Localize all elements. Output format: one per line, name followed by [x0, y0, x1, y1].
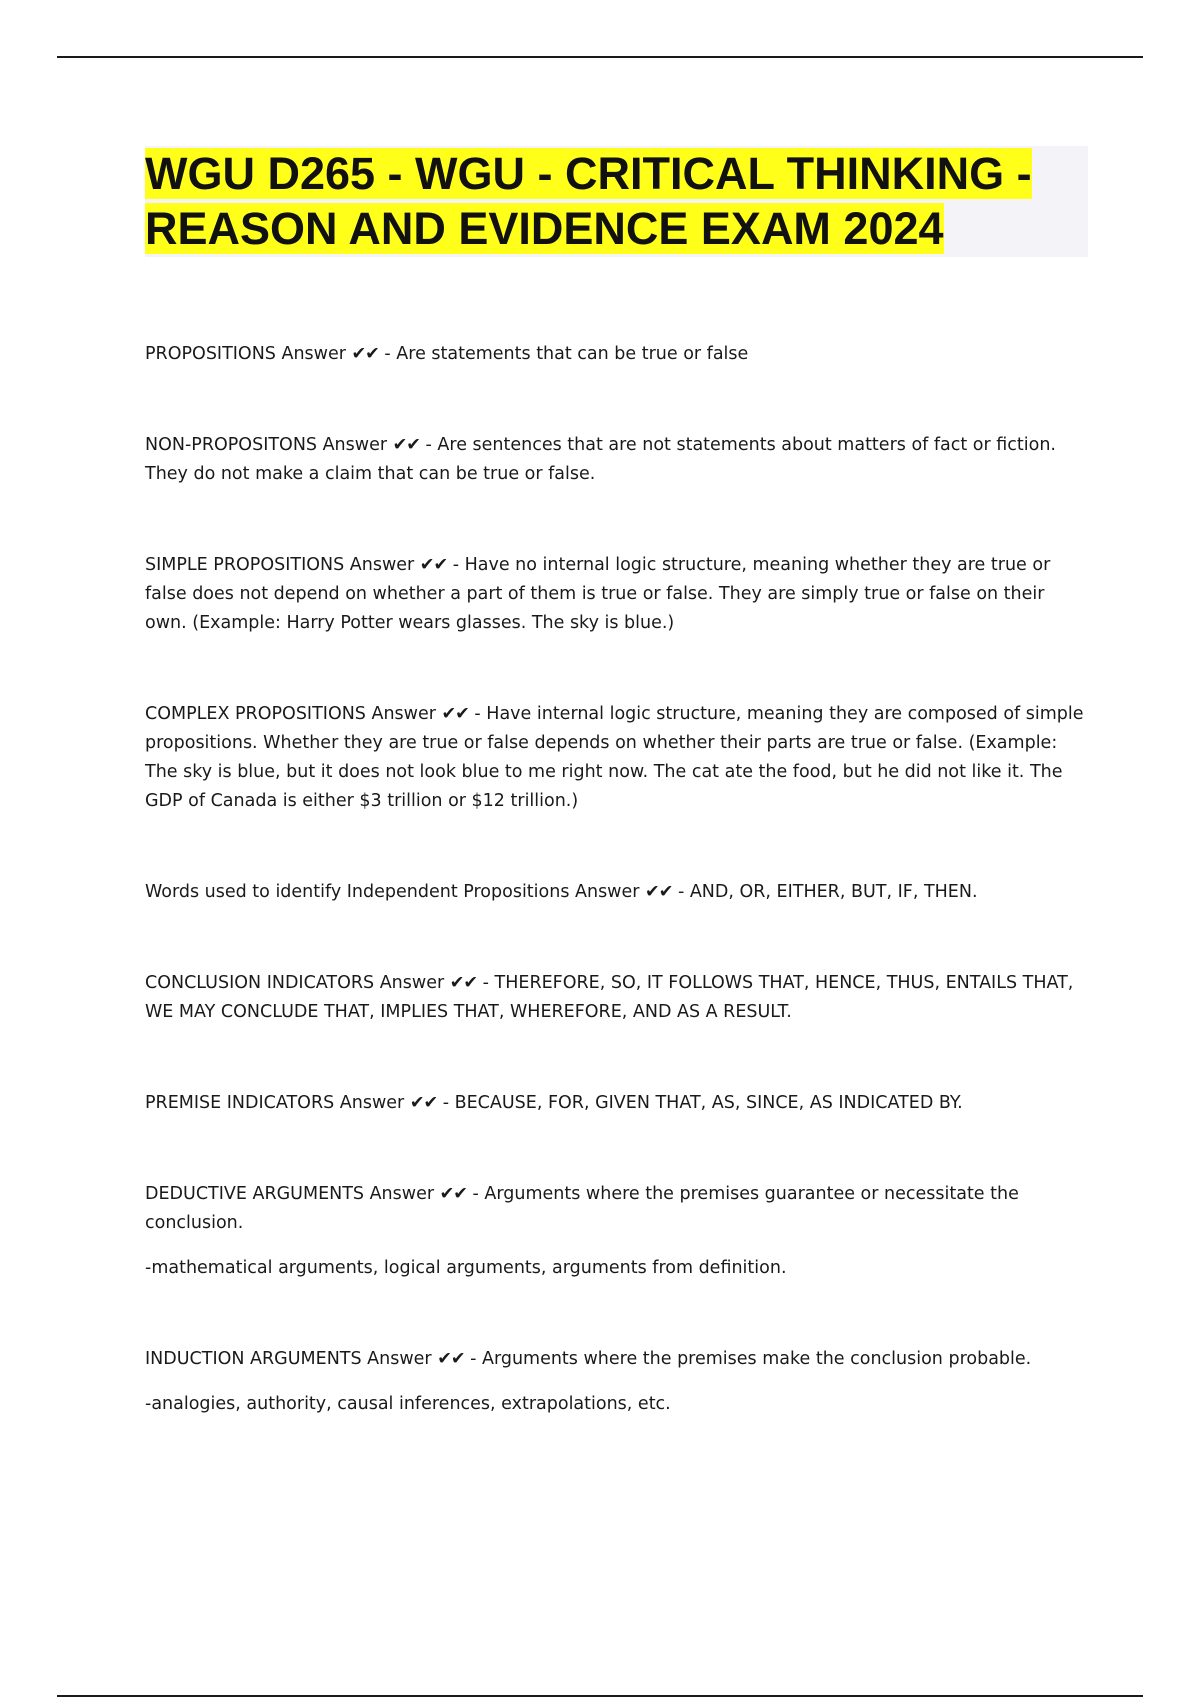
qa-term: Words used to identify Independent Propositions Answer	[145, 882, 640, 902]
qa-item-conclusion-indicators	[145, 969, 1090, 1027]
qa-item-induction-arguments	[145, 1345, 1090, 1374]
qa-term: COMPLEX PROPOSITIONS Answer	[145, 704, 436, 724]
qa-item-non-propositions	[145, 431, 1090, 489]
qa-extra-deductive-examples: -mathematical arguments, logical arguments, arguments from definition.	[145, 1258, 787, 1278]
qa-definition: - Are sentences that are not statements about matters of fact or fiction. They do not make a claim that can be true or false.	[145, 435, 1056, 484]
qa-item-premise-indicators	[145, 1089, 1090, 1118]
qa-definition: - Have internal logic structure, meaning they are composed of simple propositions. Whether they are true or false depends on whether their parts are true or false. (Example: The sky is blue, but it does not look blue to me right now. The cat ate the food, but he did not like it. The GDP of Canada is either $3 trillion or $12 trillion.)	[145, 704, 1084, 811]
double-check-icon: ✔✔	[392, 435, 420, 455]
qa-item-simple-propositions	[145, 551, 1090, 638]
qa-term: DEDUCTIVE ARGUMENTS Answer	[145, 1184, 435, 1204]
qa-item-independent-propositions-words	[145, 878, 1090, 907]
double-check-icon: ✔✔	[419, 555, 448, 575]
double-check-icon: ✔✔	[351, 344, 379, 364]
qa-definition: - AND, OR, EITHER, BUT, IF, THEN.	[677, 882, 978, 902]
qa-item-propositions	[145, 340, 1090, 369]
qa-term: INDUCTION ARGUMENTS Answer	[145, 1349, 432, 1369]
qa-definition: - Have no internal logic structure, meaning whether they are true or false does not depend on whether a part of them is true or false. They are simply true or false on their own. (Example: Harry Potter wears glasses. The sky is blue.)	[145, 555, 1051, 633]
document-title	[145, 146, 1075, 256]
qa-definition: - Arguments where the premises guarantee or necessitate the conclusion.	[145, 1184, 1019, 1233]
qa-item-deductive-arguments	[145, 1180, 1090, 1238]
bottom-rule	[57, 1695, 1143, 1697]
qa-definition: - Are statements that can be true or false	[384, 344, 749, 364]
double-check-icon: ✔✔	[439, 1184, 467, 1204]
qa-definition: - Arguments where the premises make the conclusion probable.	[470, 1349, 1032, 1369]
qa-list	[145, 340, 1090, 1419]
qa-term: PROPOSITIONS Answer	[145, 344, 346, 364]
double-check-icon: ✔✔	[441, 704, 469, 724]
double-check-icon: ✔✔	[409, 1093, 438, 1113]
qa-item-complex-propositions	[145, 700, 1090, 816]
qa-definition: - THEREFORE, SO, IT FOLLOWS THAT, HENCE, THUS, ENTAILS THAT, WE MAY CONCLUDE THAT, IMPLIES THAT, WHEREFORE, AND AS A RESULT.	[145, 973, 1074, 1022]
double-check-icon: ✔✔	[437, 1349, 465, 1369]
document-title-text: WGU D265 - WGU - CRITICAL THINKING - REASON AND EVIDENCE EXAM 2024	[145, 148, 1032, 254]
qa-term: PREMISE INDICATORS Answer	[145, 1093, 405, 1113]
qa-term: CONCLUSION INDICATORS Answer	[145, 973, 445, 993]
qa-term: SIMPLE PROPOSITIONS Answer	[145, 555, 415, 575]
qa-term: NON-PROPOSITONS Answer	[145, 435, 388, 455]
double-check-icon: ✔✔	[645, 882, 673, 902]
qa-extra-induction-examples: -analogies, authority, causal inferences, extrapolations, etc.	[145, 1394, 671, 1414]
qa-definition: - BECAUSE, FOR, GIVEN THAT, AS, SINCE, AS INDICATED BY.	[442, 1093, 963, 1113]
top-rule	[57, 56, 1143, 58]
double-check-icon: ✔✔	[449, 973, 478, 993]
